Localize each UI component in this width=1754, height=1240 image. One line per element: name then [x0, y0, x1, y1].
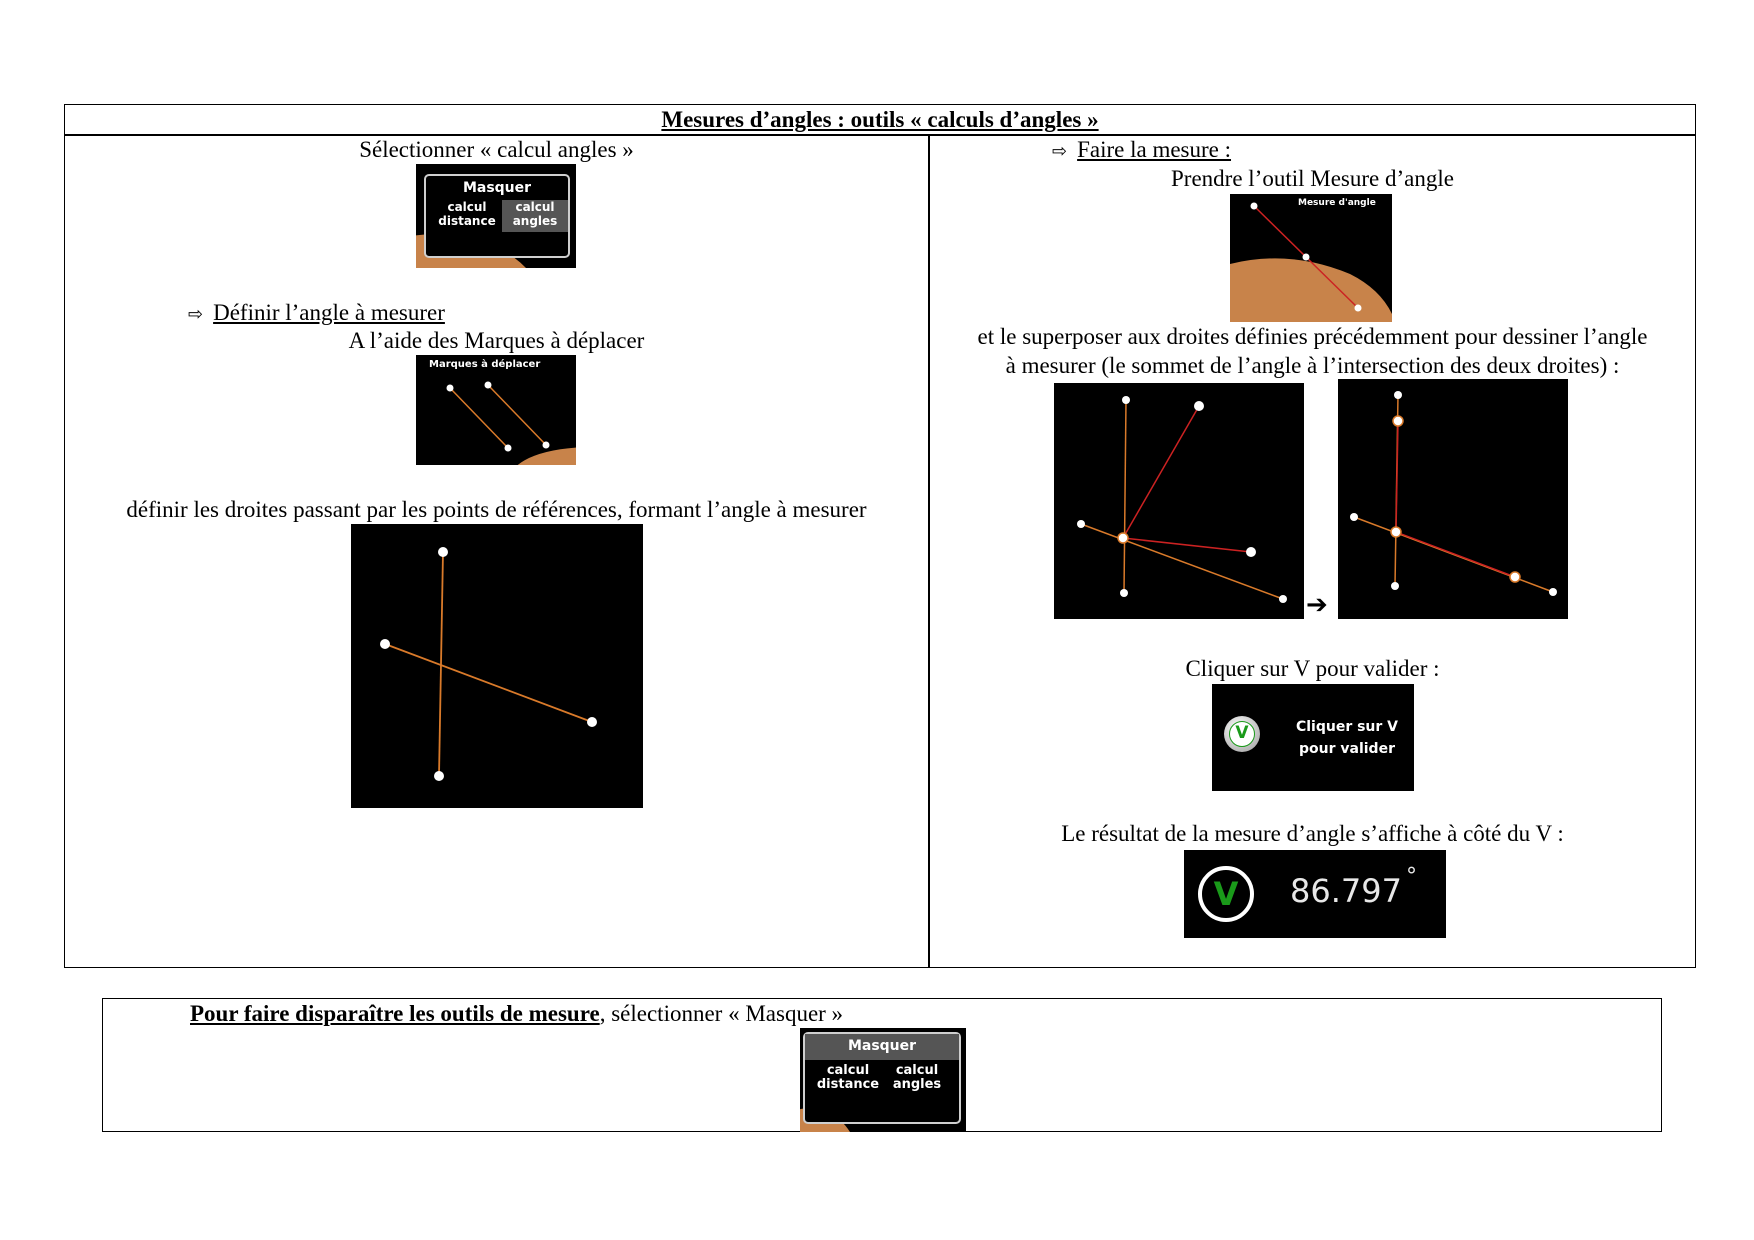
menu-masquer[interactable]: Masquer: [847, 1038, 917, 1054]
marker-point[interactable]: [543, 442, 550, 449]
tool-instruction: Prendre l’outil Mesure d’angle: [1171, 166, 1454, 191]
angle-point[interactable]: [1246, 547, 1256, 557]
line-point[interactable]: [587, 717, 597, 727]
menu-calcul-angles[interactable]: calcul angles: [892, 1063, 942, 1092]
bold-right-arrow-icon: ➔: [1306, 590, 1328, 620]
angle-tool-screenshot: [1230, 194, 1392, 322]
line-point[interactable]: [434, 771, 444, 781]
validate-screenshot: [1212, 684, 1414, 791]
lines-screenshot: [351, 524, 643, 808]
menu-masquer[interactable]: Masquer: [462, 180, 532, 196]
page-title: Mesures d’angles : outils « calculs d’angles »: [661, 107, 1099, 132]
angle-point[interactable]: [1393, 416, 1403, 426]
bottom-instruction: Pour faire disparaître les outils de mesure, sélectionner « Masquer »: [190, 1001, 844, 1026]
line-point[interactable]: [380, 639, 390, 649]
angle-vertex-point[interactable]: [1391, 527, 1401, 537]
arrow-bullet-icon: ⇨: [1052, 141, 1068, 162]
lines-instruction: définir les droites passant par les points de références, formant l’angle à mesurer: [126, 497, 867, 522]
line-point[interactable]: [1350, 513, 1358, 521]
arrow-bullet-icon: ⇨: [188, 304, 204, 325]
menu-calcul-angles[interactable]: calcul angles: [512, 200, 558, 228]
result-instruction: Le résultat de la mesure d’angle s’affiche à côté du V :: [1061, 821, 1564, 846]
click-instruction: Cliquer sur V pour valider :: [1185, 656, 1440, 681]
tool-title: Mesure d'angle: [1298, 198, 1376, 208]
marker-point[interactable]: [447, 385, 454, 392]
menu-screenshot-calcul-angles: [416, 164, 576, 268]
check-v-icon: V: [1229, 721, 1255, 747]
validate-label: Cliquer sur V pour valider: [1295, 719, 1399, 757]
line-point[interactable]: [1394, 391, 1402, 399]
define-subtext: A l’aide des Marques à déplacer: [348, 328, 645, 353]
angle-point[interactable]: [1251, 203, 1258, 210]
line-point[interactable]: [1120, 589, 1128, 597]
angle-point[interactable]: [1194, 401, 1204, 411]
menu-calcul-distance[interactable]: calcul distance: [816, 1063, 880, 1092]
menu-screenshot-masquer: [800, 1028, 966, 1132]
menu-panel[interactable]: [424, 174, 570, 258]
line-point[interactable]: [1549, 588, 1557, 596]
line-point[interactable]: [1122, 396, 1130, 404]
angle-vertex-point[interactable]: [1303, 254, 1310, 261]
angle-point[interactable]: [1510, 572, 1520, 582]
result-value: 86.797: [1290, 872, 1402, 910]
select-instruction: Sélectionner « calcul angles »: [359, 137, 634, 162]
menu-calcul-distance[interactable]: calcul distance: [438, 200, 496, 228]
superpose-line-1: et le superposer aux droites définies précédemment pour dessiner l’angle: [977, 324, 1648, 349]
superpose-line-2: à mesurer (le sommet de l’angle à l’intersection des deux droites) :: [1005, 353, 1620, 378]
validate-button[interactable]: [1224, 716, 1260, 752]
marker-point[interactable]: [485, 382, 492, 389]
angle-vertex-point[interactable]: [1118, 533, 1128, 543]
line-point[interactable]: [1077, 520, 1085, 528]
result-screenshot: [1184, 850, 1446, 938]
marques-title: Marques à déplacer: [429, 359, 541, 370]
define-heading: ⇨ Définir l’angle à mesurer: [188, 300, 445, 325]
angle-point[interactable]: [1355, 305, 1362, 312]
superpose-before-screenshot: [1054, 383, 1304, 619]
marques-screenshot: [416, 355, 576, 465]
superpose-after-screenshot: [1338, 379, 1568, 619]
line-point[interactable]: [438, 547, 448, 557]
measure-heading: ⇨ Faire la mesure :: [1052, 137, 1232, 162]
planet-edge-icon: [511, 447, 576, 465]
line-point[interactable]: [1279, 595, 1287, 603]
marker-point[interactable]: [505, 445, 512, 452]
menu-panel[interactable]: [803, 1032, 961, 1124]
validated-v-icon: V: [1198, 866, 1254, 922]
line-point[interactable]: [1391, 582, 1399, 590]
result-unit: °: [1406, 864, 1417, 889]
planet-surface-icon: [1230, 258, 1392, 322]
